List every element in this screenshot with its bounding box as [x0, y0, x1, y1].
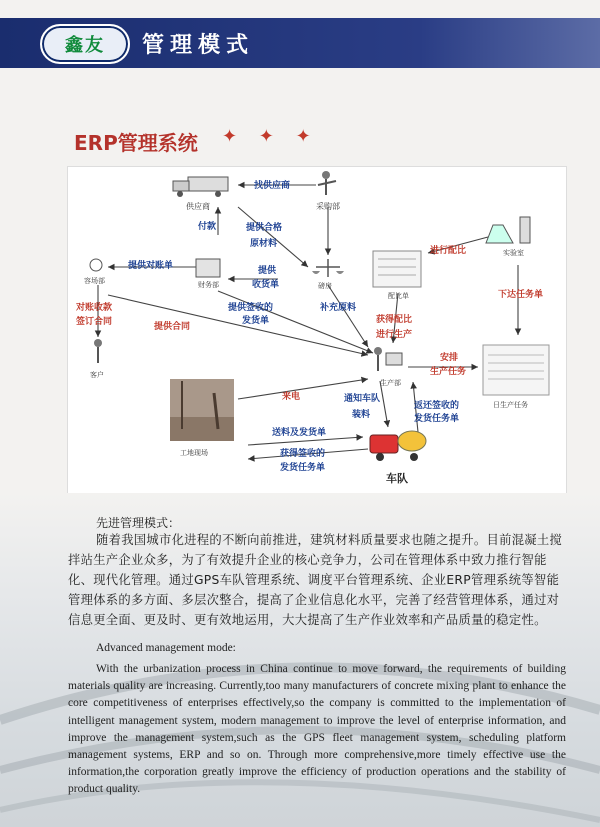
- label-get-mix-1: 获得配比: [376, 315, 413, 325]
- daily-task-node: [483, 345, 549, 409]
- site-label: 工地现场: [180, 449, 208, 457]
- label-contract: 提供合同: [154, 322, 191, 332]
- label-notify-2: 装料: [352, 410, 371, 420]
- label-return-2: 发货任务单: [414, 414, 460, 424]
- label-return-1: 返还签收的: [414, 401, 460, 411]
- customer-label: 客户: [90, 371, 104, 379]
- label-receipt-1: 提供: [258, 266, 277, 276]
- fleet-node: [370, 431, 426, 485]
- mix-sheet-node: [373, 251, 421, 300]
- label-reconciliation: 提供对账单: [128, 261, 174, 271]
- label-replenish: 补充原料: [320, 303, 357, 313]
- warehouse-label: 容场部: [84, 277, 105, 285]
- supplier-node: [173, 177, 228, 211]
- label-do-mix: 进行配比: [430, 246, 467, 256]
- label-get-signed-2: 发货任务单: [280, 463, 326, 473]
- erp-flow-diagram: [68, 167, 566, 493]
- purchase-label: 采购部: [316, 202, 340, 211]
- finance-node: [196, 259, 220, 289]
- weigh-node: [312, 259, 344, 290]
- label-get-signed-1: 获得签收的: [280, 449, 326, 459]
- label-reconcile-1: 对账收款: [76, 303, 113, 313]
- finance-label: 财务部: [198, 281, 219, 289]
- production-label: 生产部: [380, 379, 401, 387]
- lab-label: 实验室: [503, 249, 524, 257]
- warehouse-node: [84, 259, 105, 285]
- label-issue-task: 下达任务单: [498, 290, 544, 300]
- label-qualified-1: 提供合格: [246, 223, 283, 233]
- logo-text: 鑫友: [65, 35, 105, 56]
- label-receipt-2: 收货单: [252, 280, 280, 290]
- en-heading: Advanced management mode:: [96, 642, 236, 654]
- label-arrange-1: 安排: [440, 353, 459, 363]
- label-notify-1: 通知车队: [344, 394, 381, 404]
- label-get-mix-2: 进行生产: [376, 330, 413, 340]
- fleet-label: 车队: [386, 472, 408, 485]
- page-header-title: 管理模式: [142, 33, 255, 58]
- label-qualified-2: 原材料: [250, 239, 278, 249]
- lab-node: [486, 217, 530, 257]
- supplier-label: 供应商: [186, 202, 210, 211]
- en-body: With the urbanization process in China continue to move forward, the requirements of building materials quality are increasing. Currently,too many manufacturers of concrete mixing plant to enhance the core competitiveness of enterprises effectively,so the company is committed to the implementation of intelligent management system, modern management to improve the level of enterprise information, and improve the management system,such as the GPS fleet management system, scheduling platform management systems, ERP and so on. Through more comprehensive,more timely effective use the information,the corporation greatly improve the efficiency of production operations and the stability of product quality.: [68, 663, 566, 796]
- mix-sheet-label: 配比单: [388, 292, 409, 300]
- label-find-supplier: 找供应商: [254, 181, 291, 191]
- purchase-node: [316, 171, 340, 211]
- daily-task-label: 日生产任务: [493, 401, 528, 409]
- label-deliver: 送料及发货单: [272, 428, 327, 438]
- erp-flow-svg: [68, 167, 566, 493]
- label-signed-1: 提供签收的: [228, 303, 274, 313]
- site-node: [170, 379, 234, 457]
- label-reconcile-2: 签订合同: [76, 317, 113, 327]
- section-title: ERP管理系统: [74, 131, 198, 155]
- weigh-label: 磅房: [318, 282, 332, 290]
- customer-node: [90, 339, 104, 379]
- label-arrange-2: 生产任务: [430, 367, 467, 377]
- label-incoming-call: 来电: [282, 392, 301, 402]
- cn-heading: 先进管理模式：: [96, 516, 181, 530]
- label-payment: 付款: [198, 222, 217, 232]
- company-logo: [40, 24, 130, 64]
- label-signed-2: 发货单: [242, 316, 270, 326]
- decorative-stars: ✦ ✦ ✦: [222, 126, 319, 147]
- production-node: [374, 347, 402, 387]
- cn-body: 随着我国城市化进程的不断向前推进，建筑材料质量要求也随之提升。目前混凝土搅拌站生产企业众多，为了有效提升企业的核心竞争力，公司在管理体系中致力推行智能化、现代化管理。通过GPS车队管理系统、调度平台管理系统、企业ERP管理系统等智能管理体系的多方面、多层次整合，提高了企业信息化水平，完善了经营管理体系，通过对信息更全面、更及时、更有效地运用，大大提高了生产作业效率和产品质量的稳定性。: [68, 533, 563, 627]
